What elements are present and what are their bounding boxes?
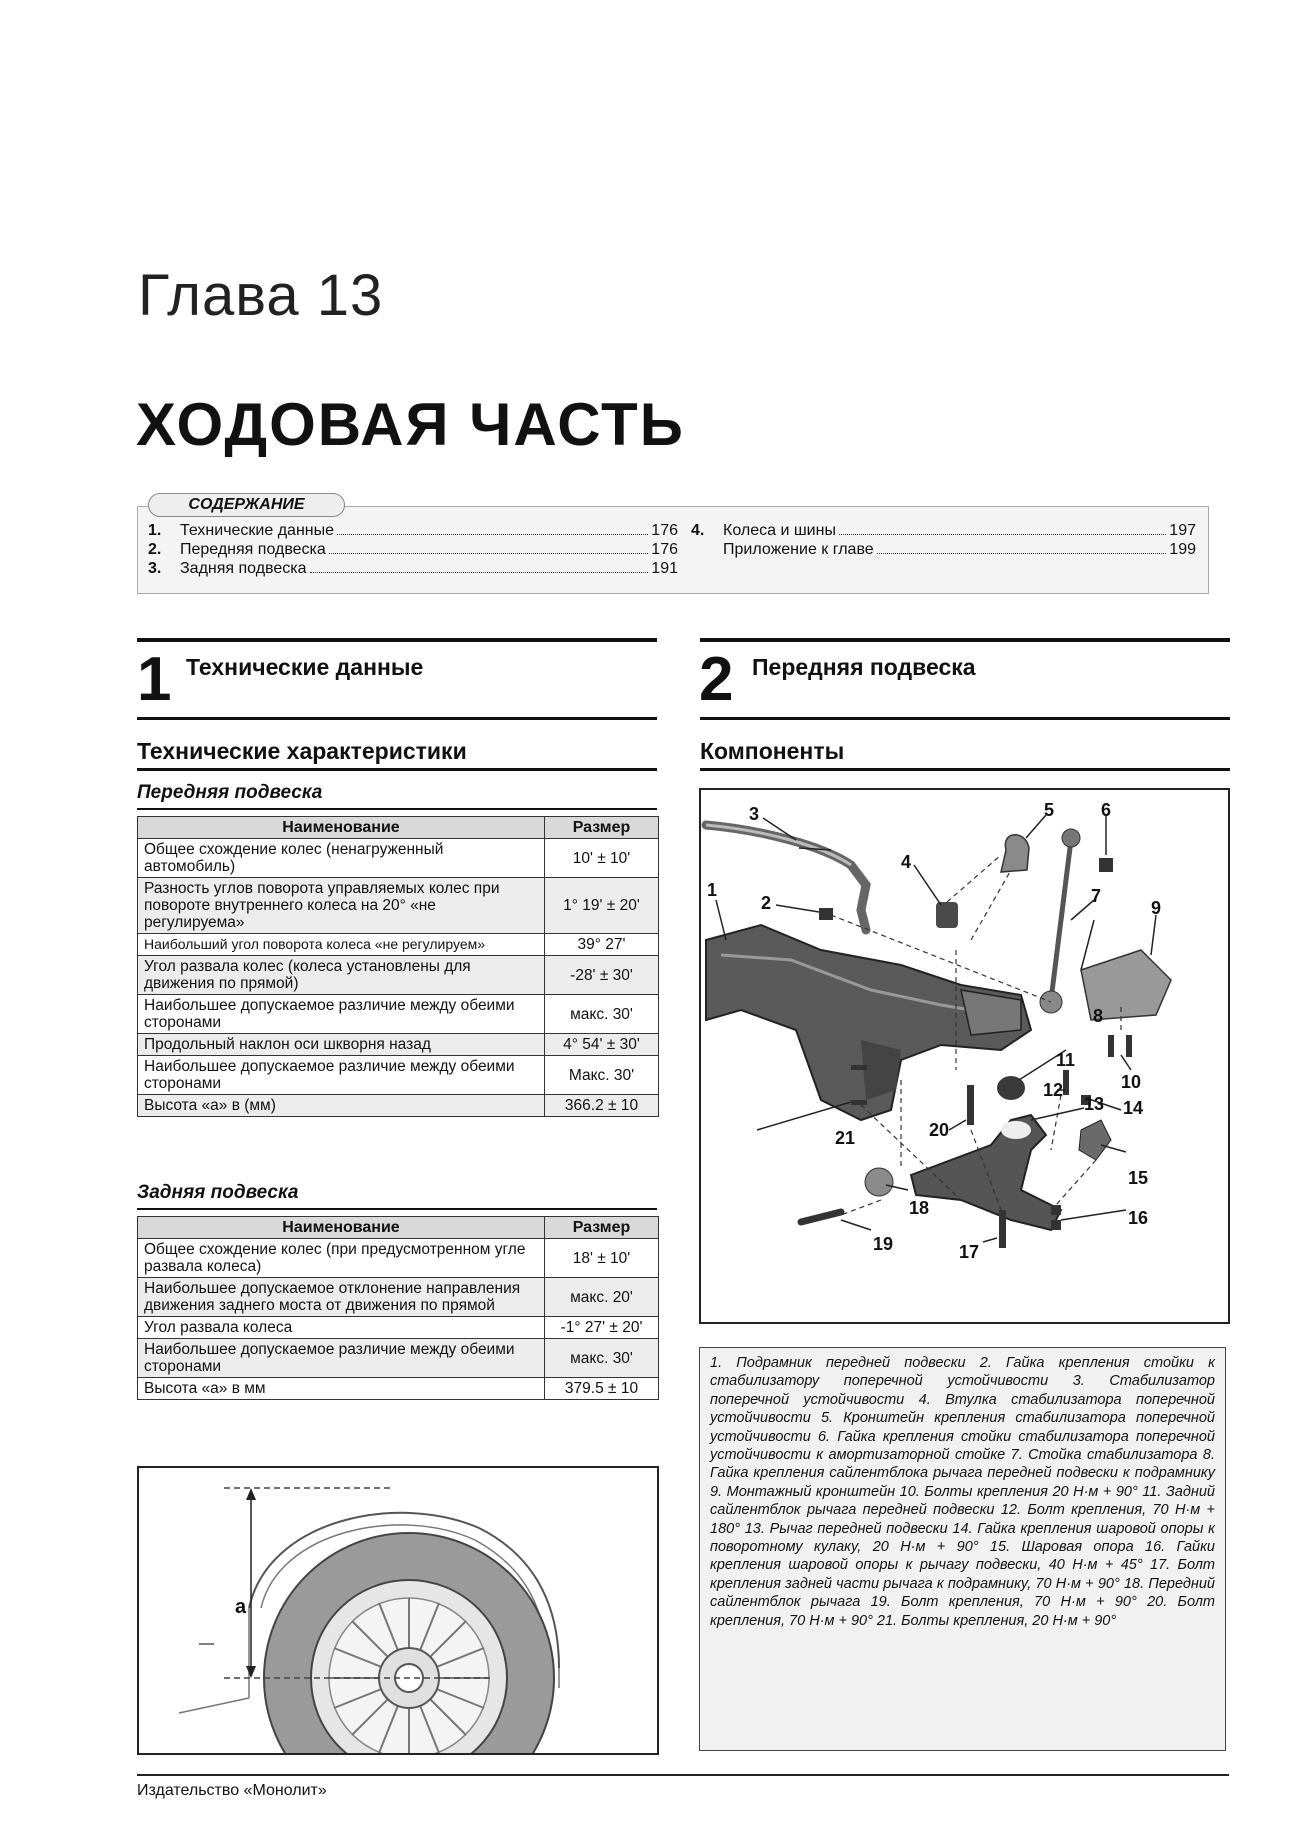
section1-subtitle: Технические характеристики: [137, 738, 467, 764]
components-figure: [699, 788, 1230, 1324]
param-value: 18' ± 10': [545, 1239, 659, 1278]
toc-title: Передняя подвеска: [180, 541, 326, 558]
publisher-footer: Издательство «Монолит»: [137, 1782, 327, 1799]
param-value: 1° 19' ± 20': [545, 878, 659, 934]
section1-top-rule: [137, 638, 657, 642]
toc-item[interactable]: [148, 559, 678, 578]
table-row: [138, 956, 659, 995]
callout-12: 12: [1043, 1080, 1064, 1100]
param-name: Общее схождение колес (ненагруженный автомобиль): [138, 839, 545, 878]
param-value: -28' ± 30': [545, 956, 659, 995]
callout-15: 15: [1128, 1168, 1149, 1188]
table-row: [138, 1056, 659, 1095]
param-name: Наибольшее допускаемое различие между обеими сторонами: [138, 995, 545, 1034]
table-row: [138, 1378, 659, 1400]
height-a-label: a: [235, 1596, 247, 1618]
callout-10: 10: [1121, 1072, 1142, 1092]
table-row: [138, 878, 659, 934]
param-value: 366.2 ± 10: [545, 1095, 659, 1117]
callout-5: 5: [1044, 800, 1055, 820]
toc-page: 197: [1169, 522, 1196, 539]
param-value: -1° 27' ± 20': [545, 1317, 659, 1339]
param-name: Угол развала колеса: [138, 1317, 545, 1339]
section1-number: 1: [137, 645, 172, 714]
column-header-value: Размер: [545, 1217, 659, 1239]
toc-num: 4.: [691, 522, 705, 539]
callout-1: 1: [707, 880, 718, 900]
param-name: Наибольший угол поворота колеса «не регулируем»: [138, 934, 545, 956]
column-header-name: Наименование: [138, 1217, 545, 1239]
rear-title-rule: [137, 1208, 657, 1210]
callout-21: 21: [835, 1128, 856, 1148]
subtitle-rule: [137, 768, 657, 771]
toc-page: 176: [651, 522, 678, 539]
callout-20: 20: [929, 1120, 950, 1140]
toc-page: 191: [651, 560, 678, 577]
front-title-rule: [137, 808, 657, 810]
param-value: макс. 20': [545, 1278, 659, 1317]
subtitle-rule: [700, 768, 1230, 771]
toc-title: Колеса и шины: [723, 522, 836, 539]
param-name: Продольный наклон оси шкворня назад: [138, 1034, 545, 1056]
toc-page: 176: [651, 541, 678, 558]
table-row: [138, 1095, 659, 1117]
toc-title: Приложение к главе: [723, 541, 874, 558]
param-name: Наибольшее допускаемое различие между обеими сторонами: [138, 1056, 545, 1095]
param-value: макс. 30': [545, 1339, 659, 1378]
section1-title: Технические данные: [186, 654, 424, 680]
section2-number: 2: [699, 645, 734, 714]
callout-9: 9: [1151, 898, 1162, 918]
callout-7: 7: [1091, 886, 1102, 906]
front-suspension-table: [137, 816, 659, 1117]
param-name: Разность углов поворота управляемых колес при повороте внутреннего колеса на 20° «не регулируема»: [138, 878, 545, 934]
column-header-name: Наименование: [138, 817, 545, 839]
toc-item[interactable]: [691, 540, 1196, 559]
callout-13: 13: [1084, 1094, 1105, 1114]
callout-2: 2: [761, 893, 772, 913]
table-row: [138, 934, 659, 956]
callout-4: 4: [901, 852, 912, 872]
table-row: [138, 1034, 659, 1056]
callout-19: 19: [873, 1234, 894, 1254]
wheel-height-figure: [137, 1466, 659, 1755]
rear-suspension-table: [137, 1216, 659, 1400]
toc-page: 199: [1169, 541, 1196, 558]
callout-16: 16: [1128, 1208, 1149, 1228]
callout-14: 14: [1123, 1098, 1144, 1118]
callout-8: 8: [1093, 1006, 1104, 1026]
param-name: Высота «a» в мм: [138, 1378, 545, 1400]
column-header-value: Размер: [545, 817, 659, 839]
param-name: Наибольшее допускаемое отклонение направления движения заднего моста от движения по прямой: [138, 1278, 545, 1317]
toc-box: [137, 506, 1209, 594]
param-value: 379.5 ± 10: [545, 1378, 659, 1400]
toc-title: Технические данные: [180, 522, 335, 539]
callout-18: 18: [909, 1198, 930, 1218]
table-row: [138, 995, 659, 1034]
param-value: Макс. 30': [545, 1056, 659, 1095]
toc-num: 1.: [148, 522, 162, 539]
param-name: Общее схождение колес (при предусмотренном угле развала колеса): [138, 1239, 545, 1278]
table-row: [138, 1278, 659, 1317]
toc-right-column: [691, 521, 1196, 559]
components-caption: 1. Подрамник передней подвески 2. Гайка крепления стойки к стабилизатору поперечной устойчивости 3. Стабилизатор поперечной устойчивости 4. Втулка стабилизатора поперечной устойчивости 5. Кронштейн крепления стабилизатора поперечной устойчивости 6. Гайка крепления стойки стабилизатора поперечной устойчивости к амортизаторной стойке 7. Стойка стабилизатора 8. Гайка крепления сайлентблока рычага передней подвески к подрамнику 9. Монтажный кронштейн 10. Болты крепления 20 Н·м + 90° 11. Задний сайлентблок рычага передней подвески 12. Болт крепления, 70 Н·м + 180° 13. Рычаг передней подвески 14. Гайка крепления шаровой опоры к поворотному кулаку, 20 Н·м + 90° 15. Шаровая опора 16. Гайки крепления шаровой опоры к рычагу подвески, 40 Н·м + 45° 17. Болт крепления задней части рычага к подрамнику, 70 Н·м + 90° 18. Передний сайлентблок рычага 19. Болт крепления, 70 Н·м + 90° 20. Болт крепления, 70 Н·м + 90° 21. Болты крепления, 20 Н·м + 90°: [699, 1347, 1226, 1751]
toc-num: 2.: [148, 541, 162, 558]
section2-bottom-rule: [700, 717, 1230, 720]
toc-title: Задняя подвеска: [180, 560, 307, 577]
footer-rule: [137, 1774, 1229, 1776]
toc-left-column: [148, 521, 678, 578]
table-row: [138, 1339, 659, 1378]
callout-11: 11: [1056, 1050, 1076, 1070]
param-name: Наибольшее допускаемое различие между обеими сторонами: [138, 1339, 545, 1378]
section2-top-rule: [700, 638, 1230, 642]
toc-item[interactable]: [148, 540, 678, 559]
toc-item[interactable]: [691, 521, 1196, 540]
param-value: 39° 27': [545, 934, 659, 956]
param-value: макс. 30': [545, 995, 659, 1034]
rear-suspension-title: Задняя подвеска: [137, 1182, 299, 1203]
table-row: [138, 1317, 659, 1339]
section1-bottom-rule: [137, 717, 657, 720]
main-title: ХОДОВАЯ ЧАСТЬ: [136, 391, 685, 458]
param-value: 10' ± 10': [545, 839, 659, 878]
wheel-arch-drawing: [139, 1468, 657, 1753]
table-row: [138, 1239, 659, 1278]
callout-3: 3: [749, 804, 760, 824]
section2-title: Передняя подвеска: [752, 654, 976, 680]
param-name: Высота «a» в (мм): [138, 1095, 545, 1117]
toc-item[interactable]: [148, 521, 678, 540]
toc-num: 3.: [148, 560, 162, 577]
param-name: Угол развала колес (колеса установлены для движения по прямой): [138, 956, 545, 995]
section2-subtitle: Компоненты: [700, 738, 845, 764]
toc-header: СОДЕРЖАНИЕ: [148, 493, 345, 517]
callout-6: 6: [1101, 800, 1112, 820]
front-suspension-title: Передняя подвеска: [137, 782, 323, 803]
callout-17: 17: [959, 1242, 980, 1262]
param-value: 4° 54' ± 30': [545, 1034, 659, 1056]
chapter-label: Глава 13: [138, 263, 384, 328]
table-row: [138, 839, 659, 878]
